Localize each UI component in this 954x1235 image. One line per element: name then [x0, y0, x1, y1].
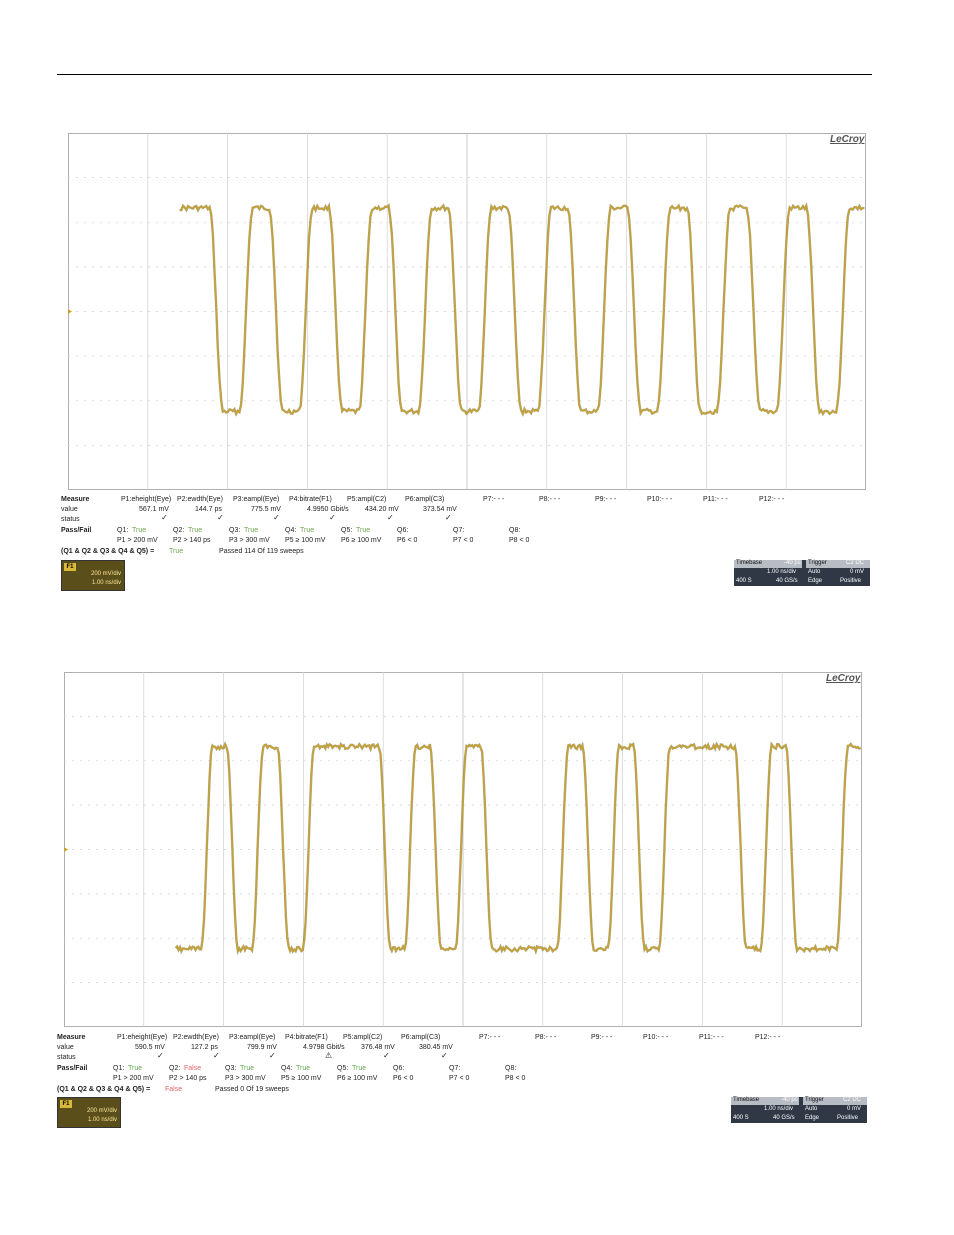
param-name: P11:- - -: [699, 1034, 724, 1041]
query-condition: P2 > 140 ps: [169, 1075, 207, 1082]
param-value: 4.9798 Gbit/s: [303, 1044, 345, 1051]
param-name: P8:- - -: [535, 1034, 557, 1041]
query-result: True: [296, 1065, 311, 1072]
query-condition: P3 > 300 mV: [225, 1075, 266, 1082]
param-name: P3:eampl(Eye): [229, 1034, 276, 1041]
sample-rate: 40 GS/s: [776, 578, 798, 584]
trigger-mode: Auto: [805, 1106, 818, 1112]
param-value: 144.7 ps: [195, 506, 222, 513]
param-name: P6:ampl(C3): [401, 1034, 441, 1041]
param-value: 127.2 ps: [191, 1044, 218, 1051]
waveform-plot-1: [68, 133, 866, 490]
trigger-level: 0 mV: [847, 1106, 862, 1112]
measurement-panel-2: [57, 1033, 857, 1095]
query-condition: P6 ≥ 100 mV: [341, 537, 382, 544]
query-condition: P8 < 0: [509, 537, 530, 544]
trigger-slope: Positive: [837, 1115, 859, 1121]
param-name: P2:ewdth(Eye): [177, 496, 223, 503]
query-result: True: [300, 527, 315, 534]
channel-badge-1[interactable]: [61, 560, 125, 591]
query-label: Q5:: [341, 527, 353, 534]
query-condition: P1 > 200 mV: [117, 537, 158, 544]
channel-tag: F1: [60, 1100, 72, 1108]
query-result: True: [132, 527, 147, 534]
trigger-label: Trigger: [806, 560, 870, 568]
trigger-label: Trigger: [803, 1097, 867, 1105]
param-value: 376.48 mV: [361, 1044, 395, 1051]
param-status-icon: ✓: [387, 513, 394, 522]
sweeps-passed: Passed 114 Of 119 sweeps: [219, 548, 304, 555]
param-name: P5:ampl(C2): [343, 1034, 383, 1041]
param-status-icon: ✓: [213, 1051, 220, 1060]
param-name: P10:- - -: [643, 1034, 669, 1041]
query-condition: P5 ≥ 100 mV: [285, 537, 326, 544]
measure-row-label: value: [61, 506, 78, 513]
sample-count: 400 S: [733, 1115, 749, 1121]
param-name: P5:ampl(C2): [347, 496, 387, 503]
query-result: True: [188, 527, 203, 534]
measure-row-label: Measure: [61, 496, 90, 503]
lecroy-logo: LeCroy: [830, 134, 865, 145]
param-status-icon: ✓: [269, 1051, 276, 1060]
param-name: P12:- - -: [755, 1034, 781, 1041]
query-result: True: [352, 1065, 367, 1072]
query-label: Q6:: [397, 527, 409, 534]
param-status-icon: ✓: [445, 513, 452, 522]
summary-expression: (Q1 & Q2 & Q3 & Q4 & Q5) =: [57, 1086, 151, 1093]
query-condition: P1 > 200 mV: [113, 1075, 154, 1082]
trigger-level: 0 mV: [850, 569, 865, 575]
query-label: Q3:: [229, 527, 241, 534]
param-name: P4:bitrate(F1): [285, 1034, 328, 1041]
query-label: Q8:: [505, 1065, 517, 1072]
param-status-icon: ✓: [383, 1051, 390, 1060]
sample-count: 400 S: [736, 578, 752, 584]
trigger-channel: C2 DC: [843, 1097, 862, 1103]
query-condition: P7 < 0: [453, 537, 474, 544]
timebase-trigger-box-2[interactable]: [731, 1097, 867, 1123]
top-rule: [57, 74, 872, 75]
sweeps-passed: Passed 0 Of 19 sweeps: [215, 1086, 289, 1093]
param-name: P12:- - -: [759, 496, 785, 503]
query-label: Q2:: [169, 1065, 181, 1072]
trigger-channel: C2 DC: [846, 560, 865, 566]
query-label: Q7:: [453, 527, 465, 534]
param-name: P9:- - -: [595, 496, 617, 503]
query-label: Q2:: [173, 527, 185, 534]
param-name: P1:eheight(Eye): [117, 1034, 168, 1041]
param-name: P7:- - -: [479, 1034, 501, 1041]
waveform-plot-2: [64, 672, 862, 1027]
measure-row-label: Measure: [57, 1034, 86, 1041]
trigger-type: Edge: [808, 578, 823, 584]
param-name: P10:- - -: [647, 496, 673, 503]
query-label: Q7:: [449, 1065, 461, 1072]
param-status-icon: ✓: [273, 513, 280, 522]
param-name: P4:bitrate(F1): [289, 496, 332, 503]
channel-tag: F1: [64, 563, 76, 571]
channel-scale: 200 mV/div: [86, 1108, 117, 1114]
query-condition: P8 < 0: [505, 1075, 526, 1082]
query-label: Q8:: [509, 527, 521, 534]
param-value: 775.5 mV: [251, 506, 281, 513]
param-value: 434.20 mV: [365, 506, 399, 513]
param-name: P3:eampl(Eye): [233, 496, 280, 503]
query-label: Q5:: [337, 1065, 349, 1072]
trigger-type: Edge: [805, 1115, 820, 1121]
param-value: 799.9 mV: [247, 1044, 277, 1051]
param-name: P8:- - -: [539, 496, 561, 503]
summary-result: True: [169, 548, 184, 555]
sample-rate: 40 GS/s: [773, 1115, 795, 1121]
param-status-icon: ✓: [161, 513, 168, 522]
measurement-panel-1: [61, 495, 861, 557]
passfail-label: Pass/Fail: [61, 527, 92, 534]
param-status-icon: ✓: [157, 1051, 164, 1060]
query-label: Q1:: [117, 527, 129, 534]
measure-row-label: value: [57, 1044, 74, 1051]
param-name: P6:ampl(C3): [405, 496, 445, 503]
param-name: P7:- - -: [483, 496, 505, 503]
query-result: True: [128, 1065, 143, 1072]
passfail-label: Pass/Fail: [57, 1065, 88, 1072]
query-condition: P6 ≥ 100 mV: [337, 1075, 378, 1082]
param-status-icon: ✓: [217, 513, 224, 522]
param-value: 590.5 mV: [135, 1044, 165, 1051]
query-condition: P5 ≥ 100 mV: [281, 1075, 322, 1082]
query-result: True: [240, 1065, 255, 1072]
timebase-trigger-box-1[interactable]: [734, 560, 870, 586]
query-condition: P7 < 0: [449, 1075, 470, 1082]
param-name: P1:eheight(Eye): [121, 496, 172, 503]
query-label: Q4:: [285, 527, 297, 534]
query-result: True: [244, 527, 259, 534]
timebase-delay: -40 ps: [781, 1097, 798, 1103]
query-condition: P3 > 300 mV: [229, 537, 270, 544]
param-name: P9:- - -: [591, 1034, 613, 1041]
trigger-mode: Auto: [808, 569, 821, 575]
query-condition: P2 > 140 ps: [173, 537, 211, 544]
param-status-icon: ⚠: [325, 1051, 333, 1060]
param-status-icon: ✓: [329, 513, 336, 522]
param-value: 373.54 mV: [423, 506, 457, 513]
query-result: True: [356, 527, 371, 534]
channel-badge-2[interactable]: [57, 1097, 121, 1128]
query-label: Q1:: [113, 1065, 125, 1072]
channel-scale: 200 mV/div: [90, 571, 121, 577]
query-label: Q4:: [281, 1065, 293, 1072]
query-condition: P6 < 0: [393, 1075, 414, 1082]
timebase-label: Timebase: [734, 560, 802, 568]
param-name: P2:ewdth(Eye): [173, 1034, 219, 1041]
measure-row-label: status: [61, 516, 80, 523]
query-condition: P6 < 0: [397, 537, 418, 544]
timebase-label: Timebase: [731, 1097, 799, 1105]
timebase-delay: -40 ps: [784, 560, 801, 566]
query-label: Q3:: [225, 1065, 237, 1072]
query-result: False: [184, 1065, 202, 1072]
param-status-icon: ✓: [441, 1051, 448, 1060]
lecroy-logo: LeCroy: [826, 673, 861, 684]
channel-timebase: 1.00 ns/div: [91, 580, 121, 586]
param-value: 4.9950 Gbit/s: [307, 506, 349, 513]
timebase-div: 1.00 ns/div: [767, 569, 797, 575]
timebase-div: 1.00 ns/div: [764, 1106, 794, 1112]
param-value: 380.45 mV: [419, 1044, 453, 1051]
param-name: P11:- - -: [703, 496, 728, 503]
param-value: 567.1 mV: [139, 506, 169, 513]
measure-row-label: status: [57, 1054, 76, 1061]
summary-result: False: [165, 1086, 183, 1093]
trigger-slope: Positive: [840, 578, 862, 584]
summary-expression: (Q1 & Q2 & Q3 & Q4 & Q5) =: [61, 548, 155, 555]
query-label: Q6:: [393, 1065, 405, 1072]
channel-timebase: 1.00 ns/div: [87, 1117, 117, 1123]
